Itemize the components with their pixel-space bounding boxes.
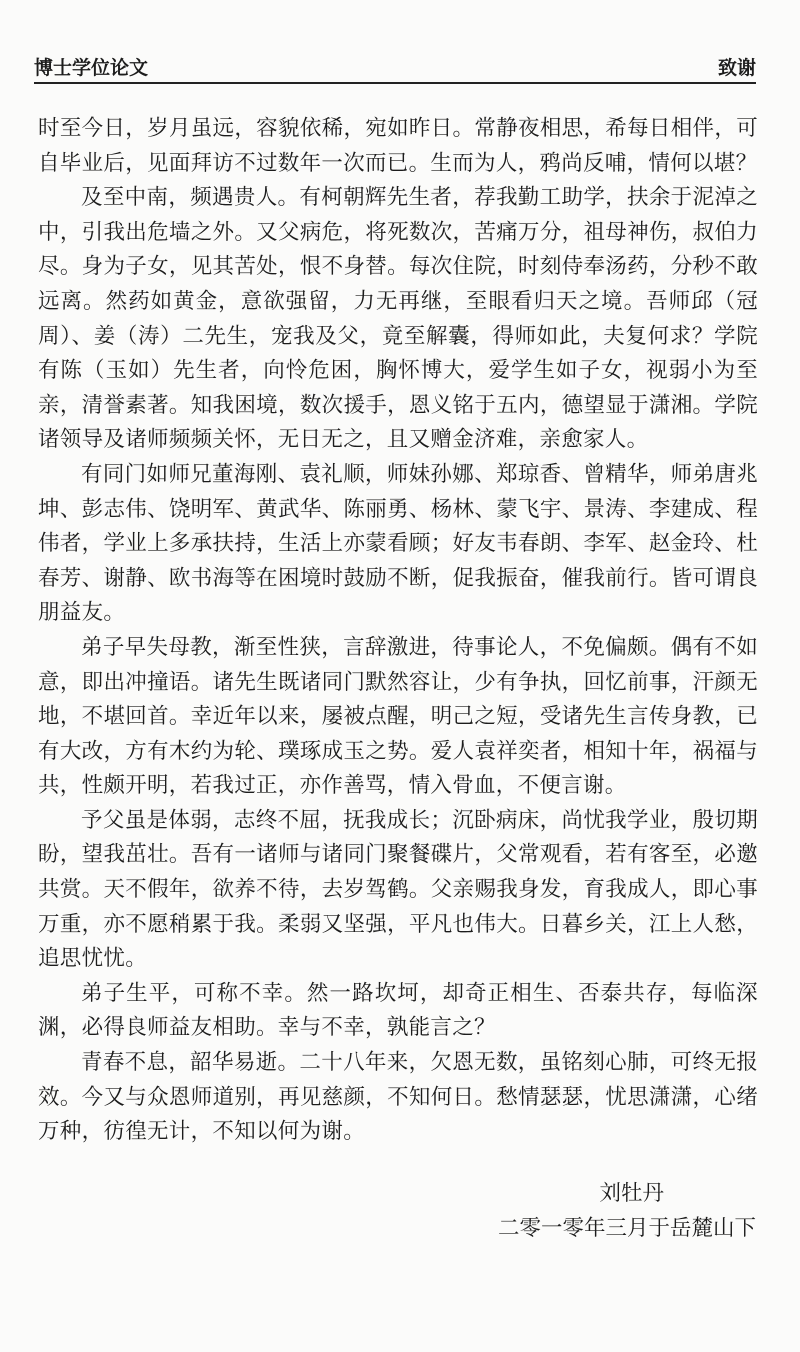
header-divider (34, 82, 756, 84)
paragraph: 时至今日，岁月虽远，容貌依稀，宛如昨日。常静夜相思，希每日相伴，可自毕业后，见面拜访不过数年一次而已。生而为人，鸦尚反哺，情何以堪？ (38, 116, 758, 176)
paragraph: 予父虽是体弱，志终不屈，抚我成长；沉卧病床，尚忧我学业，殷切期盼，望我茁壮。吾有一诸师与诸同门聚餐碟片，父常观看，若有客至，必邀共赏。天不假年，欲养不待，去岁驾鹤。父亲赐我身发，育我成人，即心事万重，亦不愿稍累于我。柔弱又坚强，平凡也伟大。日暮乡关，江上人愁，追思忧忧。 (38, 807, 758, 972)
paragraph: 青春不息，韶华易逝。二十八年来，欠恩无数，虽铭刻心肺，可终无报效。今又与众恩师道别，再见慈颜，不知何日。愁情瑟瑟，忧思潇潇，心绪万种，彷徨无计，不知以何为谢。 (38, 1050, 758, 1145)
acknowledgement-body (38, 112, 758, 1150)
paragraph: 弟子生平，可称不幸。然一路坎坷，却奇正相生、否泰共存，每临深渊，必得良师益友相助。幸与不幸，孰能言之？ (38, 980, 758, 1041)
date-place: 二零一零年三月于岳麓山下 (497, 1216, 756, 1241)
thesis-type-label: 博士学位论文 (34, 57, 149, 79)
author-name: 刘牡丹 (599, 1181, 664, 1206)
signature-block (498, 1176, 756, 1246)
paragraph: 有同门如师兄董海刚、袁礼顺，师妹孙娜、郑琼香、曾精华，师弟唐兆坤、彭志伟、饶明军、黄武华、陈丽勇、杨林、蒙飞宇、景涛、李建成、程伟者，学业上多承扶持，生活上亦蒙看顾；好友韦春朗、李军、赵金玲、杜春芳、谢静、欧书海等在困境时鼓励不断，促我振奋，催我前行。皆可谓良朋益友。 (38, 461, 758, 626)
running-header (34, 44, 756, 82)
paragraph: 弟子早失母教，渐至性狭，言辞激进，待事论人，不免偏颇。偶有不如意，即出冲撞语。诸先生既诸同门默然容让，少有争执，回忆前事，汗颜无地，不堪回首。幸近年以来，屡被点醒，明己之短，受诸先生言传身教，已有大改，方有木约为轮、璞琢成玉之势。爱人袁祥奕者，相知十年，祸福与共，性颇开明，若我过正，亦作善骂，情入骨血，不便言谢。 (38, 634, 758, 799)
paragraph: 及至中南，频遇贵人。有柯朝辉先生者，荐我勤工助学，扶余于泥淖之中，引我出危墙之外。又父病危，将死数次，苦痛万分，祖母神伤，叔伯力尽。身为子女，见其苦处，恨不身替。每次住院，时刻侍奉汤药，分秒不敢远离。然药如黄金，意欲强留，力无再继，至眼看归天之境。吾师邱（冠周）、姜（涛）二先生，宠我及父，竟至解囊，得师如此，夫复何求？学院有陈（玉如）先生者，向怜危困，胸怀博大，爱学生如子女，视弱小为至亲，清誉素著。知我困境，数次援手，恩义铭于五内，德望显于潇湘。学院诸领导及诸师频频关怀，无日无之，且又赠金济难，亲愈家人。 (38, 185, 758, 453)
section-title: 致谢 (717, 57, 756, 79)
